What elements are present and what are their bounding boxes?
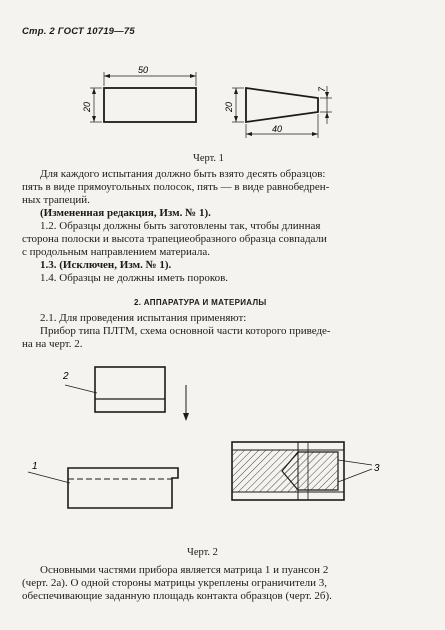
final-paragraph-line-1: Основными частями прибора является матрица 1 и пуансон 2 [40, 564, 329, 576]
dim-50-label: 50 [138, 65, 149, 75]
figure-2-drawing [0, 355, 445, 545]
rectangle-specimen [104, 88, 196, 122]
page-header: Стр. 2 ГОСТ 10719—75 [22, 26, 135, 37]
dim-7-label: 7 [317, 86, 327, 92]
section-2-title: 2. АППАРАТУРА И МАТЕРИАЛЫ [134, 298, 267, 307]
paragraph-1-line-1: Для каждого испытания должно быть взято десять образцов: [40, 168, 326, 180]
punch-part-2 [95, 367, 165, 412]
matrix-part-1 [68, 468, 178, 508]
paragraph-1-3: 1.3. (Исключен, Изм. № 1). [40, 259, 172, 271]
paragraph-1-line-2: пять в виде прямоугольных полосок, пять — в виде равнобедрен- [22, 181, 330, 193]
final-paragraph-line-3: обеспечивающие заданную площадь контакта образцов (черт. 2б). [22, 590, 332, 602]
label-1: 1 [32, 461, 38, 472]
paragraph-1-line-3: ных трапеций. [22, 194, 90, 206]
figure-2-caption: Черт. 2 [187, 547, 218, 558]
dim-20-left-label: 20 [82, 101, 92, 112]
paragraph-1-2-line-1: 1.2. Образцы должны быть заготовлены так, чтобы длинная [40, 220, 321, 232]
label-2: 2 [63, 371, 69, 382]
paragraph-2-1-line-2: Прибор типа ПЛТМ, схема основной части которого приведе- [40, 325, 331, 337]
dim-20-right-label: 20 [224, 101, 234, 112]
dim-40-label: 40 [272, 124, 283, 134]
label-3: 3 [374, 463, 380, 474]
amendment-note: (Измененная редакция, Изм. № 1). [40, 207, 211, 219]
paragraph-1-4: 1.4. Образцы не должны иметь пороков. [40, 272, 229, 284]
figure-1-caption: Черт. 1 [193, 153, 224, 164]
paragraph-1-2-line-2: сторона полоски и высота трапециеобразного образца совпадали [22, 233, 327, 245]
paragraph-1-2-line-3: с продольным направлением материала. [22, 246, 210, 258]
final-paragraph-line-2: (черт. 2а). О одной стороны матрицы укреплены ограничители 3, [22, 577, 328, 589]
paragraph-2-1: 2.1. Для проведения испытания применяют: [40, 312, 247, 324]
paragraph-2-1-line-3: на на черт. 2. [22, 338, 83, 350]
trapezoid-specimen [246, 88, 318, 122]
figure-1-drawing [0, 0, 445, 160]
